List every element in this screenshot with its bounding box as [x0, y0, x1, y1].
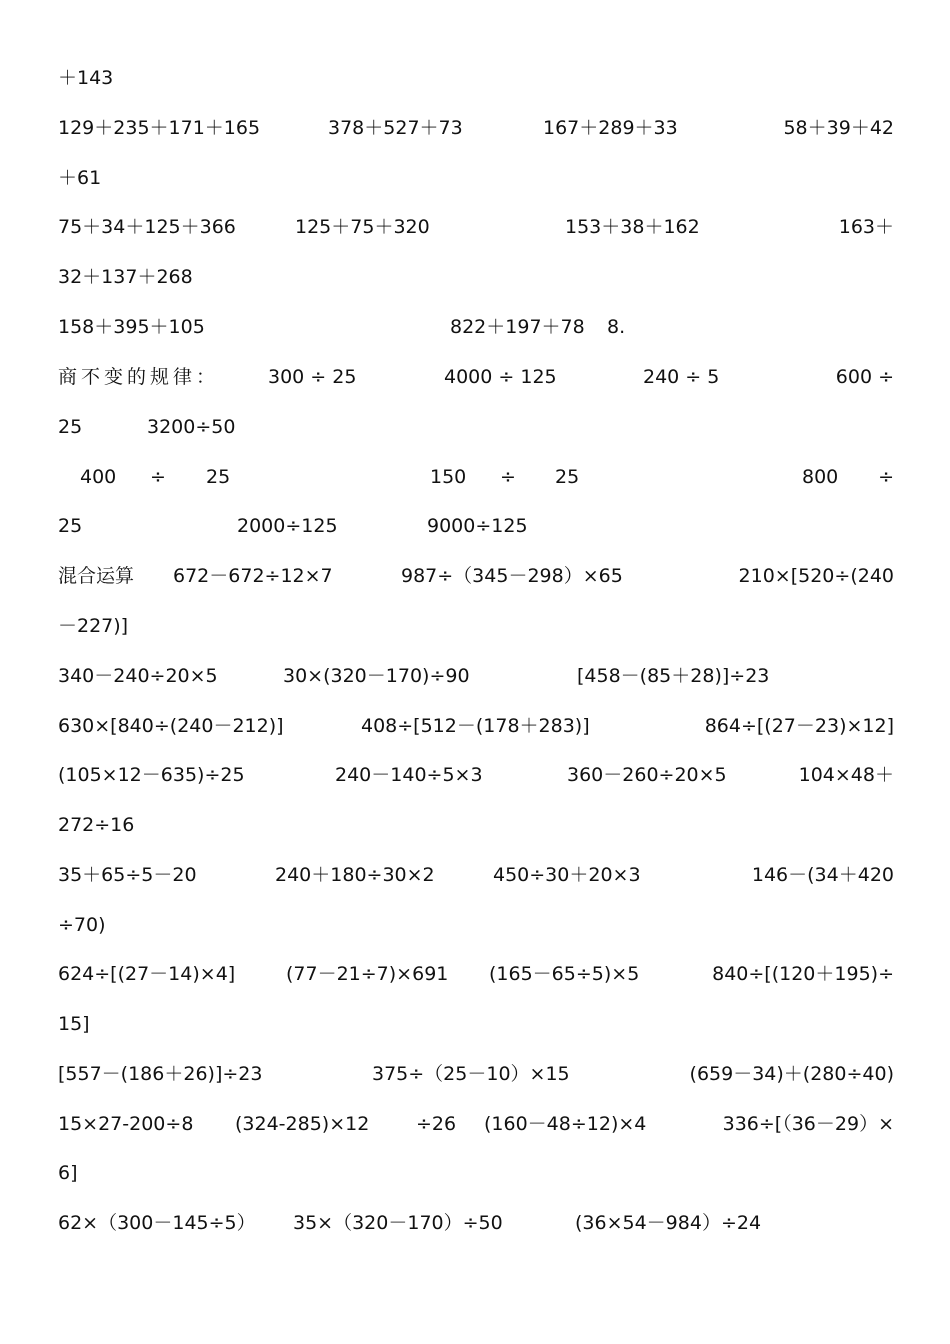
- problem-item: (165－65÷5)×5: [489, 963, 640, 985]
- problem-item: (36×54－984）÷24: [575, 1212, 762, 1234]
- problem-item: (160－48÷12)×4: [484, 1113, 647, 1135]
- problem-item: 300 ÷ 25: [268, 366, 357, 388]
- problem-line-6: [58, 312, 894, 342]
- problem-item: 129＋235＋171＋165: [58, 117, 261, 139]
- problem-item: 153＋38＋162: [565, 216, 700, 238]
- problem-item: 336÷[（36－29）×: [722, 1113, 894, 1135]
- problem-line-4: [58, 212, 894, 242]
- problem-item: ÷: [500, 466, 516, 488]
- problem-item: 6]: [58, 1162, 78, 1184]
- problem-item: 58＋39＋42: [783, 117, 894, 139]
- problem-item: 822＋197＋78: [450, 316, 585, 338]
- problem-item: ÷: [878, 466, 894, 488]
- problem-item: ＋61: [58, 167, 102, 189]
- problem-line-22: [58, 1109, 894, 1139]
- problem-item: －227)]: [58, 615, 129, 637]
- problem-line-10: [58, 511, 894, 541]
- problem-item: 15×27-200÷8: [58, 1113, 194, 1135]
- problem-item: 340－240÷20×5: [58, 665, 218, 687]
- problem-item: (105×12－635)÷25: [58, 764, 245, 786]
- problem-item: 210×[520÷(240: [738, 565, 894, 587]
- problem-item: 672－672÷12×7: [173, 565, 333, 587]
- problem-item: (659－34)＋(280÷40): [689, 1063, 894, 1085]
- problem-line-23: [58, 1158, 894, 1188]
- problem-item: 25: [58, 515, 83, 537]
- problem-item: 163＋: [838, 216, 894, 238]
- problem-line-12: [58, 611, 894, 641]
- problem-item: 240＋180÷30×2: [275, 864, 435, 886]
- problem-item: 30×(320－170)÷90: [283, 665, 470, 687]
- problem-item: 375÷（25－10）×15: [372, 1063, 570, 1085]
- problem-item: 408÷[512－(178＋283)]: [361, 715, 590, 737]
- problem-item: 450÷30＋20×3: [493, 864, 641, 886]
- problem-item: 378＋527＋73: [328, 117, 463, 139]
- problem-line-13: [58, 661, 894, 691]
- problem-item: 167＋289＋33: [543, 117, 678, 139]
- problem-item: [458－(85＋28)]÷23: [577, 665, 770, 687]
- problem-item: 840÷[(120＋195)÷: [712, 963, 894, 985]
- problem-item: 25: [58, 416, 83, 438]
- section-label: 混合运算: [58, 565, 135, 587]
- problem-item: 158＋395＋105: [58, 316, 205, 338]
- problem-number: 8.: [607, 316, 626, 338]
- problem-item: ＋143: [58, 67, 114, 89]
- problem-line-7: [58, 362, 894, 392]
- problem-item: 15]: [58, 1013, 90, 1035]
- problem-line-1: [58, 63, 894, 93]
- section-label: 商不变的规律：: [58, 366, 220, 388]
- problem-item: 35×（320－170）÷50: [293, 1212, 503, 1234]
- problem-item: 104×48＋: [798, 764, 894, 786]
- problem-item: 240－140÷5×3: [335, 764, 483, 786]
- problem-item: 864÷[(27－23)×12]: [704, 715, 894, 737]
- problem-item: 2000÷125: [237, 515, 338, 537]
- problem-item: 4000 ÷ 125: [444, 366, 557, 388]
- problem-item: 125＋75＋320: [295, 216, 430, 238]
- problem-item: 987÷（345－298）×65: [401, 565, 623, 587]
- problem-item: 146－(34＋420: [751, 864, 894, 886]
- problem-item: 32＋137＋268: [58, 266, 193, 288]
- problem-line-3: [58, 163, 894, 193]
- problem-item: 25: [555, 466, 580, 488]
- problem-item: ÷26: [416, 1113, 457, 1135]
- problem-line-9: [58, 462, 894, 492]
- problem-item: 35＋65÷5－20: [58, 864, 197, 886]
- problem-line-15: [58, 760, 894, 790]
- problem-line-20: [58, 1009, 894, 1039]
- problem-line-21: [58, 1059, 894, 1089]
- problem-item: 272÷16: [58, 814, 135, 836]
- problem-line-16: [58, 810, 894, 840]
- problem-line-19: [58, 959, 894, 989]
- problem-item: 600 ÷: [835, 366, 894, 388]
- problem-item: 800: [802, 466, 839, 488]
- problem-item: ÷: [150, 466, 166, 488]
- problem-item: 75＋34＋125＋366: [58, 216, 236, 238]
- problem-item: ÷70): [58, 914, 106, 936]
- problem-item: (77－21÷7)×691: [286, 963, 449, 985]
- problem-line-2: [58, 113, 894, 143]
- problem-item: [557－(186＋26)]÷23: [58, 1063, 263, 1085]
- problem-line-24: [58, 1208, 894, 1238]
- problem-item: 62×（300－145÷5）: [58, 1212, 256, 1234]
- problem-line-14: [58, 711, 894, 741]
- problem-item: 9000÷125: [427, 515, 528, 537]
- problem-line-18: [58, 910, 894, 940]
- problem-item: 150: [430, 466, 467, 488]
- problem-line-11: [58, 561, 894, 591]
- problem-item: 624÷[(27－14)×4]: [58, 963, 236, 985]
- problem-item: 25: [206, 466, 231, 488]
- problem-item: (324-285)×12: [235, 1113, 370, 1135]
- problem-line-5: [58, 262, 894, 292]
- problem-line-8: [58, 412, 894, 442]
- problem-item: 240 ÷ 5: [643, 366, 720, 388]
- problem-item: 360－260÷20×5: [567, 764, 727, 786]
- problem-line-17: [58, 860, 894, 890]
- problem-item: 400: [80, 466, 117, 488]
- problem-item: 3200÷50: [147, 416, 236, 438]
- problem-item: 630×[840÷(240－212)]: [58, 715, 284, 737]
